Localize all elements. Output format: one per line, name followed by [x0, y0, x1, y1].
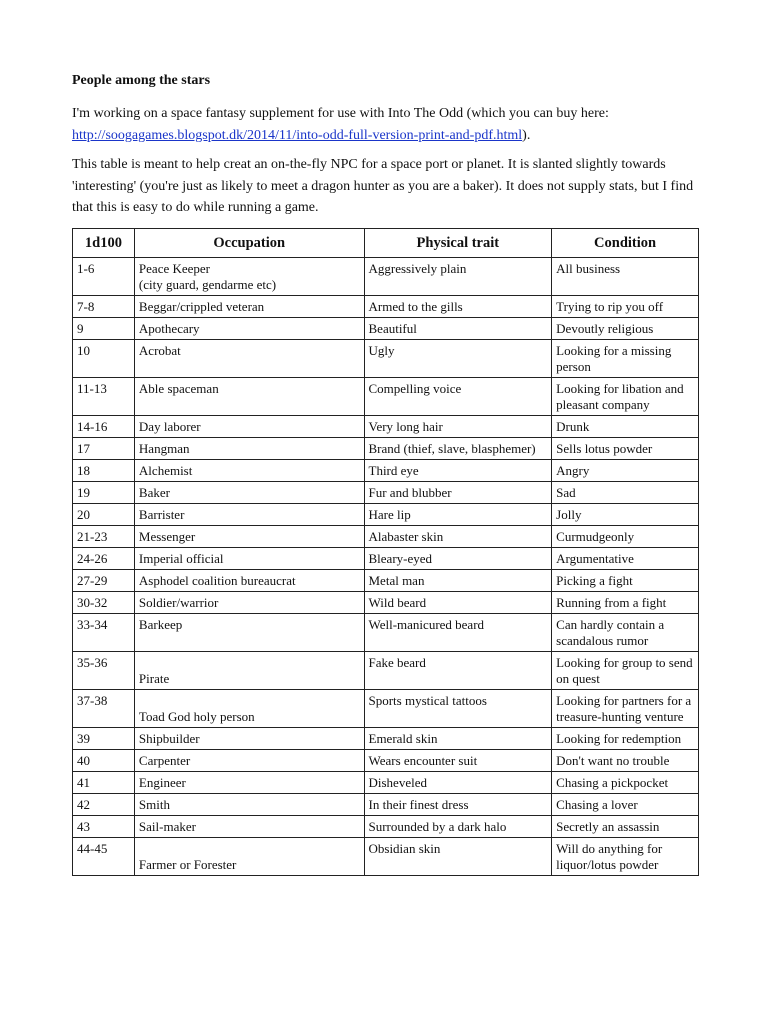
table-row	[73, 816, 699, 838]
roll-cell: 33-34	[73, 614, 135, 652]
header-physical-trait: Physical trait	[364, 229, 552, 258]
physical-trait-cell: Metal man	[364, 570, 552, 592]
occupation-cell	[134, 794, 364, 816]
roll-cell: 21-23	[73, 526, 135, 548]
occupation-text: Barrister	[138, 507, 185, 522]
occupation-text: Baker	[138, 485, 170, 500]
occupation-subtext: (city guard, gendarme etc)	[138, 277, 277, 292]
occupation-cell	[134, 772, 364, 794]
intro-paragraph	[72, 103, 699, 146]
occupation-cell	[134, 614, 364, 652]
table-header-row	[73, 229, 699, 258]
occupation-cell	[134, 526, 364, 548]
occupation-cell	[134, 296, 364, 318]
roll-cell: 17	[73, 438, 135, 460]
occupation-text: Pirate	[138, 671, 170, 686]
condition-cell: Secretly an assassin	[552, 816, 699, 838]
table-row	[73, 340, 699, 378]
occupation-text: Peace Keeper	[138, 261, 211, 276]
occupation-cell	[134, 318, 364, 340]
physical-trait-cell: Sports mystical tattoos	[364, 690, 552, 728]
condition-cell: Devoutly religious	[552, 318, 699, 340]
condition-cell: Don't want no trouble	[552, 750, 699, 772]
occupation-text: Acrobat	[138, 343, 181, 358]
occupation-text: Hangman	[138, 441, 190, 456]
roll-cell: 18	[73, 460, 135, 482]
table-row	[73, 318, 699, 340]
roll-cell: 44-45	[73, 838, 135, 876]
table-row	[73, 728, 699, 750]
occupation-text: Shipbuilder	[138, 731, 200, 746]
condition-cell: Looking for partners for a treasure-hunting venture	[552, 690, 699, 728]
description-paragraph: This table is meant to help creat an on-the-fly NPC for a space port or planet. It is slanted slightly towards 'interesting' (you're just as likely to meet a dragon hunter as you are a baker). It does not supply stats, but I find that this is easy to do while running a game.	[72, 157, 694, 215]
roll-cell: 43	[73, 816, 135, 838]
table-row	[73, 258, 699, 296]
physical-trait-cell: Ugly	[364, 340, 552, 378]
roll-cell: 10	[73, 340, 135, 378]
physical-trait-cell: Obsidian skin	[364, 838, 552, 876]
physical-trait-cell: Fake beard	[364, 652, 552, 690]
condition-cell: Will do anything for liquor/lotus powder	[552, 838, 699, 876]
roll-cell: 1-6	[73, 258, 135, 296]
condition-cell: Looking for group to send on quest	[552, 652, 699, 690]
condition-cell: Running from a fight	[552, 592, 699, 614]
occupation-cell	[134, 416, 364, 438]
table-row	[73, 296, 699, 318]
condition-cell: Can hardly contain a scandalous rumor	[552, 614, 699, 652]
occupation-cell	[134, 750, 364, 772]
occupation-cell	[134, 592, 364, 614]
into-the-odd-link[interactable]: http://soogagames.blogspot.dk/2014/11/into-odd-full-version-print-and-pdf.html	[72, 127, 523, 143]
table-row	[73, 526, 699, 548]
occupation-text: Engineer	[138, 775, 186, 790]
table-row	[73, 794, 699, 816]
physical-trait-cell: Bleary-eyed	[364, 548, 552, 570]
physical-trait-cell: Emerald skin	[364, 728, 552, 750]
physical-trait-cell: Well-manicured beard	[364, 614, 552, 652]
physical-trait-cell: Very long hair	[364, 416, 552, 438]
roll-cell: 14-16	[73, 416, 135, 438]
condition-cell: Looking for redemption	[552, 728, 699, 750]
table-row	[73, 548, 699, 570]
physical-trait-cell: Hare lip	[364, 504, 552, 526]
document-title: People among the stars	[72, 73, 211, 88]
occupation-cell	[134, 340, 364, 378]
occupation-cell	[134, 258, 364, 296]
occupation-text: Toad God holy person	[138, 709, 255, 724]
table-row	[73, 772, 699, 794]
roll-cell: 27-29	[73, 570, 135, 592]
roll-cell: 41	[73, 772, 135, 794]
roll-cell: 7-8	[73, 296, 135, 318]
condition-cell: Argumentative	[552, 548, 699, 570]
roll-cell: 19	[73, 482, 135, 504]
physical-trait-cell: Fur and blubber	[364, 482, 552, 504]
occupation-cell	[134, 548, 364, 570]
table-row	[73, 690, 699, 728]
table-row	[73, 570, 699, 592]
roll-cell: 30-32	[73, 592, 135, 614]
occupation-cell	[134, 816, 364, 838]
occupation-cell	[134, 570, 364, 592]
physical-trait-cell: Beautiful	[364, 318, 552, 340]
occupation-cell	[134, 438, 364, 460]
roll-cell: 11-13	[73, 378, 135, 416]
table-body	[73, 258, 699, 876]
condition-cell: Angry	[552, 460, 699, 482]
condition-cell: Looking for a missing person	[552, 340, 699, 378]
occupation-text: Soldier/warrior	[138, 595, 219, 610]
occupation-text: Barkeep	[138, 617, 183, 632]
table-row	[73, 416, 699, 438]
condition-cell: Trying to rip you off	[552, 296, 699, 318]
condition-cell: Jolly	[552, 504, 699, 526]
occupation-cell	[134, 690, 364, 728]
occupation-text: Beggar/crippled veteran	[138, 299, 265, 314]
roll-cell: 9	[73, 318, 135, 340]
physical-trait-cell: Wears encounter suit	[364, 750, 552, 772]
intro-text: I'm working on a space fantasy supplement for use with Into The Odd (which you can buy here:	[72, 106, 609, 121]
condition-cell: All business	[552, 258, 699, 296]
occupation-cell	[134, 378, 364, 416]
occupation-text: Sail-maker	[138, 819, 196, 834]
physical-trait-cell: Surrounded by a dark halo	[364, 816, 552, 838]
table-row	[73, 378, 699, 416]
physical-trait-cell: Third eye	[364, 460, 552, 482]
physical-trait-cell: Alabaster skin	[364, 526, 552, 548]
occupation-cell	[134, 504, 364, 526]
header-occupation: Occupation	[134, 229, 364, 258]
occupation-text: Able spaceman	[138, 381, 219, 396]
condition-cell: Chasing a lover	[552, 794, 699, 816]
occupation-cell	[134, 482, 364, 504]
table-row	[73, 504, 699, 526]
physical-trait-cell: Aggressively plain	[364, 258, 552, 296]
table-row	[73, 614, 699, 652]
condition-cell: Sad	[552, 482, 699, 504]
occupation-text: Carpenter	[138, 753, 191, 768]
physical-trait-cell: Armed to the gills	[364, 296, 552, 318]
physical-trait-cell: In their finest dress	[364, 794, 552, 816]
roll-cell: 24-26	[73, 548, 135, 570]
intro-text-end: ).	[522, 127, 531, 143]
roll-cell: 40	[73, 750, 135, 772]
condition-cell: Chasing a pickpocket	[552, 772, 699, 794]
occupation-text: Farmer or Forester	[138, 857, 237, 872]
physical-trait-cell: Compelling voice	[364, 378, 552, 416]
occupation-text: Messenger	[138, 529, 196, 544]
table-row	[73, 438, 699, 460]
table-row	[73, 652, 699, 690]
occupation-text: Apothecary	[138, 321, 200, 336]
table-row	[73, 838, 699, 876]
physical-trait-cell: Brand (thief, slave, blasphemer)	[364, 438, 552, 460]
roll-cell: 42	[73, 794, 135, 816]
table-row	[73, 592, 699, 614]
roll-cell: 37-38	[73, 690, 135, 728]
occupation-cell	[134, 652, 364, 690]
header-roll: 1d100	[73, 229, 135, 258]
condition-cell: Picking a fight	[552, 570, 699, 592]
roll-cell: 35-36	[73, 652, 135, 690]
condition-cell: Drunk	[552, 416, 699, 438]
header-condition: Condition	[552, 229, 699, 258]
physical-trait-cell: Wild beard	[364, 592, 552, 614]
occupation-cell	[134, 728, 364, 750]
roll-cell: 39	[73, 728, 135, 750]
condition-cell: Curmudgeonly	[552, 526, 699, 548]
occupation-text: Imperial official	[138, 551, 224, 566]
table-row	[73, 750, 699, 772]
npc-table	[72, 228, 699, 876]
condition-cell: Sells lotus powder	[552, 438, 699, 460]
occupation-text: Smith	[138, 797, 170, 812]
occupation-text: Alchemist	[138, 463, 193, 478]
roll-cell: 20	[73, 504, 135, 526]
table-row	[73, 460, 699, 482]
table-row	[73, 482, 699, 504]
occupation-cell	[134, 838, 364, 876]
occupation-text: Day laborer	[138, 419, 201, 434]
condition-cell: Looking for libation and pleasant company	[552, 378, 699, 416]
occupation-text: Asphodel coalition bureaucrat	[138, 573, 296, 588]
occupation-cell	[134, 460, 364, 482]
physical-trait-cell: Disheveled	[364, 772, 552, 794]
